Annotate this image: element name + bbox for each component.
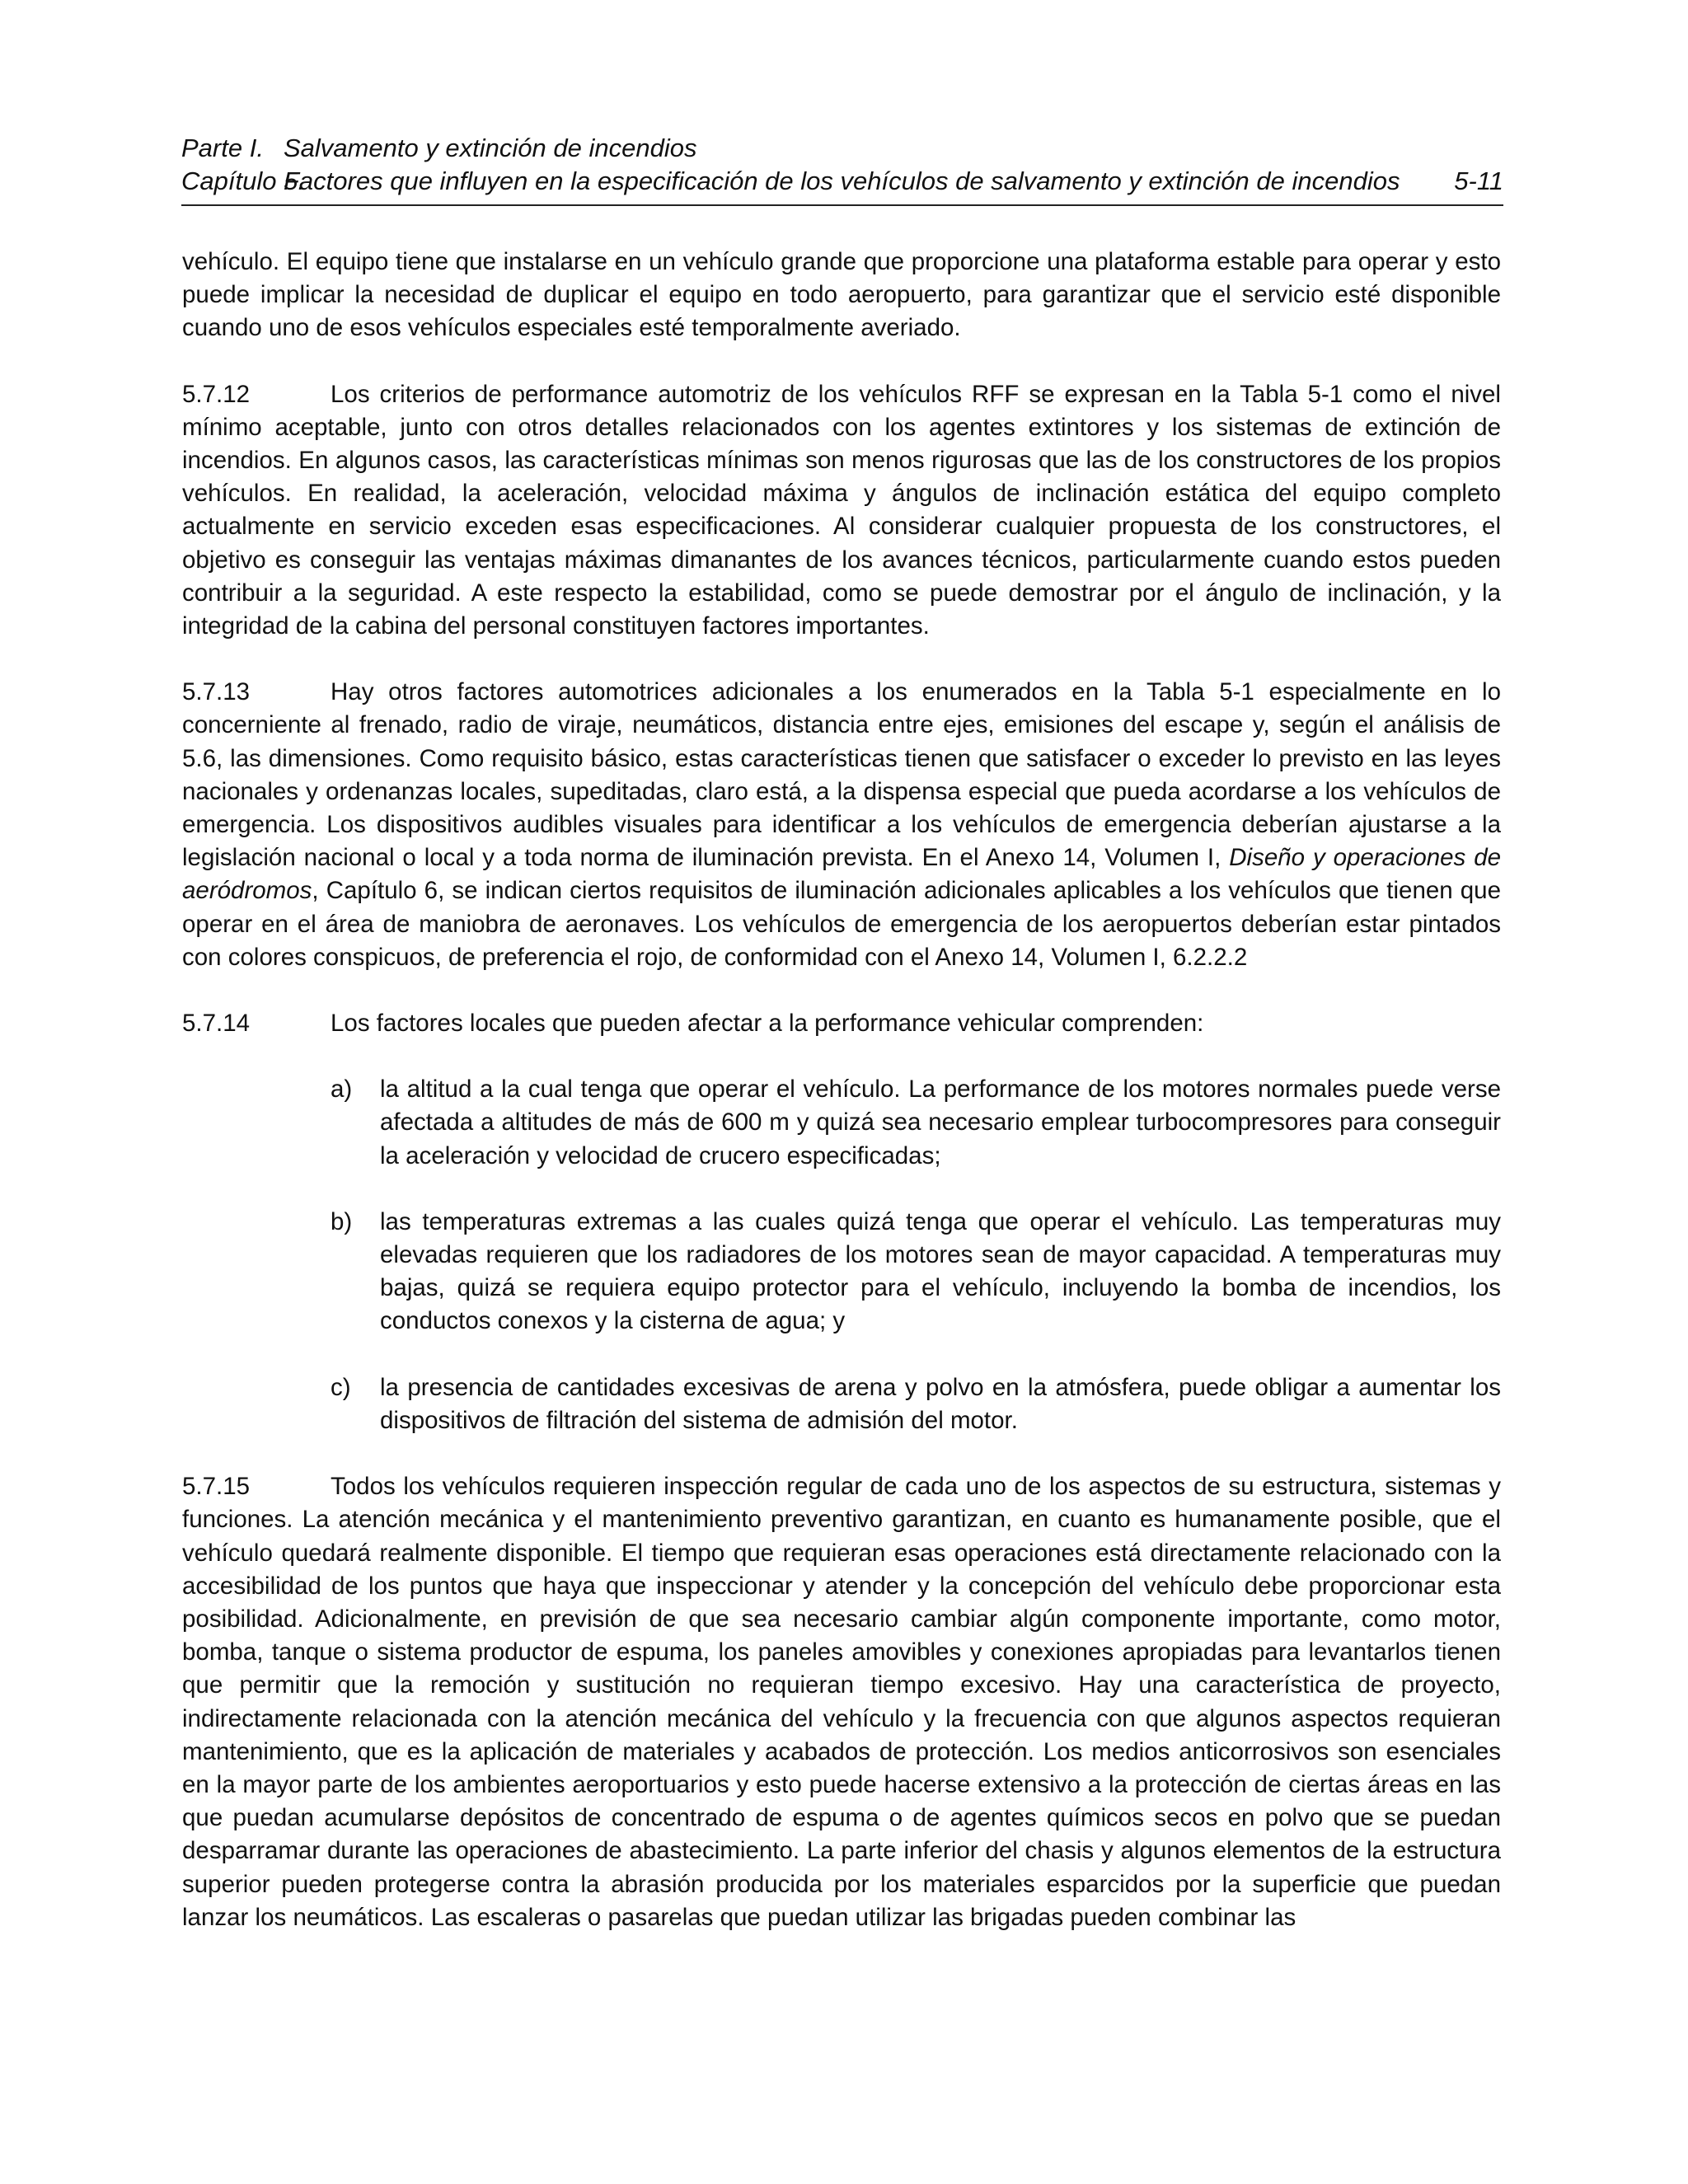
list-item-text: la altitud a la cual tenga que operar el vehículo. La performance de los motores normales puede verse afectada a altitudes de más de 600 m y quizá sea necesario emplear turbocompresores para conseguir la aceleración y velocidad de crucero especificadas;: [380, 1076, 1501, 1169]
paragraph-5-7-14: [182, 1007, 1501, 1040]
header-part-line: [181, 132, 1503, 165]
list-item-marker: b): [331, 1207, 353, 1235]
list-item: [182, 1073, 1501, 1173]
list-item-marker: c): [331, 1373, 351, 1401]
list-item-marker: a): [331, 1076, 353, 1104]
factors-list: [182, 1073, 1501, 1437]
paragraph-text: Los factores locales que pueden afectar a la performance vehicular comprenden:: [331, 1010, 1204, 1038]
header-part-label: Parte I.: [181, 134, 264, 162]
paragraph-5-7-12: [182, 378, 1501, 644]
list-item: [182, 1371, 1501, 1437]
header-part-title: Salvamento y extinción de incendios: [284, 134, 697, 162]
paragraph-number: 5.7.14: [182, 1010, 251, 1038]
continued-paragraph: vehículo. El equipo tiene que instalarse en un vehículo grande que proporcione una plataforma estable para operar y esto puede implicar la necesidad de duplicar el equipo en todo aeropuerto, para garantizar que el servicio esté disponible cuando uno de esos vehículos especiales esté temporalmente averiado.: [182, 248, 1501, 342]
header-chapter-title: Factores que influyen en la especificación de los vehículos de salvamento y extinción de incendios: [284, 166, 1400, 195]
list-item-text: la presencia de cantidades excesivas de arena y polvo en la atmósfera, puede obligar a aumentar los dispositivos de filtración del sistema de admisión del motor.: [380, 1373, 1501, 1434]
page-number: 5-11: [1454, 166, 1503, 195]
paragraph-5-7-13: [182, 676, 1501, 974]
list-item-text: las temperaturas extremas a las cuales quizá tenga que operar el vehículo. Las temperaturas muy elevadas requieren que los radiadores de los motores sean de mayor capacidad. A temperaturas muy bajas, quizá se requiera equipo protector para el vehículo, incluyendo la bomba de incendios, los conductos conexos y la cisterna de agua; y: [380, 1207, 1501, 1335]
body-text: [182, 246, 1501, 1967]
paragraph-number: 5.7.12: [182, 380, 251, 408]
paragraph-text: Los criterios de performance automotriz de los vehículos RFF se expresan en la Tabla 5-1 como el nivel mínimo aceptable, junto con otros detalles relacionados con los agentes extintores y los sistemas de extinción de incendios. En algunos casos, las características mínimas son menos rigurosas que las de los constructores de los propios vehículos. En realidad, la aceleración, velocidad máxima y ángulos de inclinación estática del equipo completo actualmente en servicio exceden esas especificaciones. Al considerar cualquier propuesta de los constructores, el objetivo es conseguir las ventajas máximas dimanantes de los avances técnicos, particularmente cuando estos pueden contribuir a la seguridad. A este respecto la estabilidad, como se puede demostrar por el ángulo de inclinación, y la integridad de la cabina del personal constituyen factores importantes.: [182, 380, 1501, 640]
paragraph-text: Todos los vehículos requieren inspección regular de cada uno de los aspectos de su estructura, sistemas y funciones. La atención mecánica y el mantenimiento preventivo garantizan, en cuanto es humanamente posible, que el vehículo quedará realmente disponible. El tiempo que requieran esas operaciones está directamente relacionado con la accesibilidad de los puntos que haya que inspeccionar y atender y la concepción del vehículo debe proporcionar esta posibilidad. Adicionalmente, en previsión de que sea necesario cambiar algún componente importante, como motor, bomba, tanque o sistema productor de espuma, los paneles amovibles y conexiones apropiadas para levantarlos tienen que permitir que la remoción y sustitución no requieran tiempo excesivo. Hay una característica de proyecto, indirectamente relacionada con la atención mecánica del vehículo y la frecuencia con que algunos aspectos requieran mantenimiento, que es la aplicación de materiales y acabados de protección. Los medios anticorrosivos son esenciales en la mayor parte de los ambientes aeroportuarios y esto puede hacerse extensivo a la protección de ciertas áreas en las que puedan acumularse depósitos de concentrado de espuma o de agentes químicos secos en polvo que se puedan desparramar durante las operaciones de abastecimiento. La parte inferior del chasis y algunos elementos de la estructura superior pueden protegerse contra la abrasión producida por los materiales esparcidos por la superficie que puedan lanzar los neumáticos. Las escaleras o pasarelas que puedan utilizar las brigadas pueden combinar las: [182, 1473, 1501, 1931]
paragraph-text: Hay otros factores automotrices adicionales a los enumerados en la Tabla 5-1 especialmente en lo concerniente al frenado, radio de viraje, neumáticos, distancia entre ejes, emisiones del escape y, según el análisis de 5.6, las dimensiones. Como requisito básico, estas características tienen que satisfacer o exceder lo previsto en las leyes nacionales y ordenanzas locales, supeditadas, claro está, a la dispensa especial que pueda acordarse a los vehículos de emergencia. Los dispositivos audibles visuales para identificar a los vehículos de emergencia deberían ajustarse a la legislación nacional o local y a toda norma de iluminación prevista. En el Anexo 14, Volumen I,: [182, 678, 1501, 872]
header-chapter-label: Capítulo 5.: [181, 166, 305, 195]
paragraph-5-7-15: [182, 1470, 1501, 1934]
list-item: [182, 1206, 1501, 1338]
running-header: [181, 132, 1503, 206]
header-chapter-line: [181, 165, 1503, 198]
paragraph-number: 5.7.15: [182, 1473, 251, 1501]
document-title-italic: Diseño y operaciones de aeródromos: [182, 844, 1502, 905]
paragraph-number: 5.7.13: [182, 678, 251, 706]
paragraph-text-continued: , Capítulo 6, se indican ciertos requisitos de iluminación adicionales aplicables a los vehículos que tienen que operar en el área de maniobra de aeronaves. Los vehículos de emergencia de los aeropuertos deberían estar pintados con colores conspicuos, de preferencia el rojo, de conformidad con el Anexo 14, Volumen I, 6.2.2.2: [182, 877, 1501, 971]
